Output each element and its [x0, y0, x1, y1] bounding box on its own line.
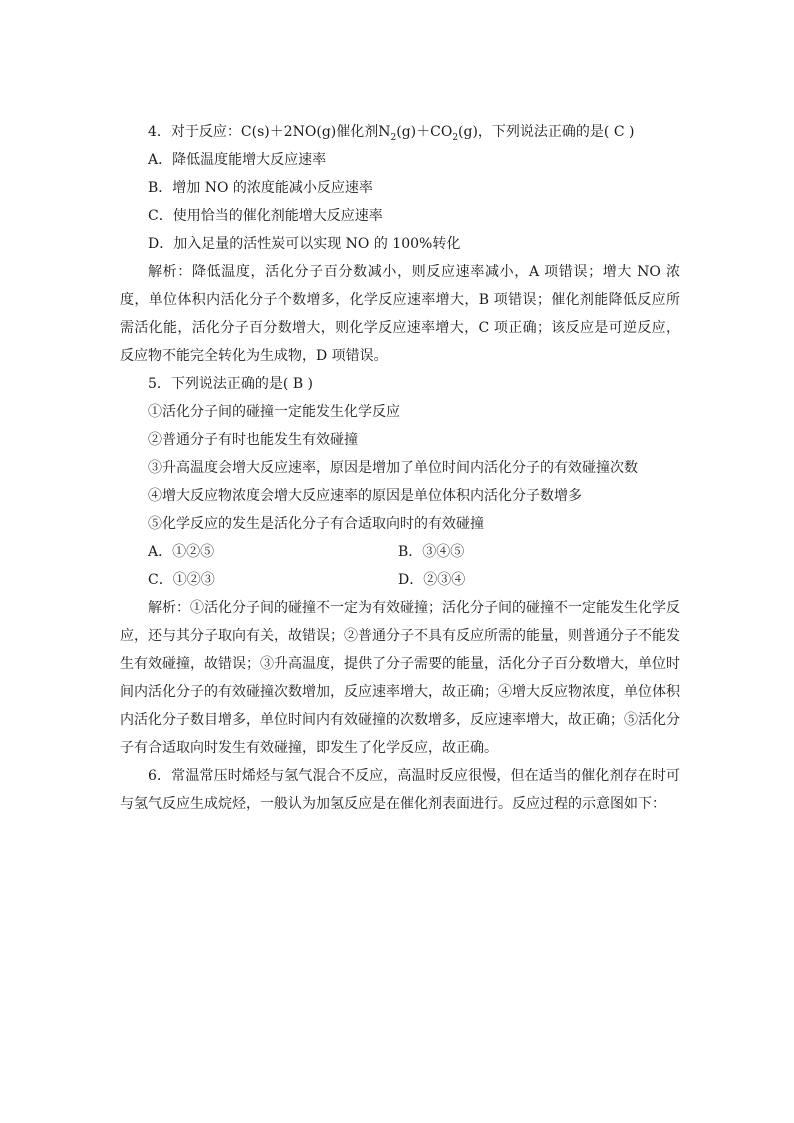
question-5-option-c: C．①②③: [148, 572, 215, 588]
question-4-stem: 4．对于反应：C(s)＋2NO(g)催化剂$N_2(g)+CO_2(g)$，下列说法正确的是( C ): [148, 124, 635, 143]
question-5-statement-1: ①活化分子间的碰撞一定能发生化学反应: [148, 404, 400, 420]
question-4-option-b: B．增加 NO 的浓度能减小反应速率: [148, 180, 373, 196]
document-content: [120, 118, 680, 818]
question-5-options-row-1: [120, 538, 680, 566]
question-5-option-d: D．②③④: [398, 572, 466, 588]
question-4-option-d: D．加入足量的活性炭可以实现 NO 的 100%转化: [148, 236, 461, 252]
question-4-analysis: 解析：降低温度，活化分子百分数减小，则反应速率减小，A 项错误；增大 NO 浓度，单位体积内活化分子个数增多，化学反应速率增大，B 项错误；催化剂能降低反应所需活化能，活化分子百分数增大，则化学反应速率增大，C 项正确；该反应是可逆反应，反应物不能完全转化为生成物，D 项错误。: [120, 264, 680, 364]
question-5-statement-2: ②普通分子有时也能发生有效碰撞: [148, 432, 358, 448]
question-5-statement-3: ③升高温度会增大反应速率，原因是增加了单位时间内活化分子的有效碰撞次数: [148, 460, 638, 476]
question-4-option-c: C．使用恰当的催化剂能增大反应速率: [148, 208, 383, 224]
question-5-analysis: 解析：①活化分子间的碰撞不一定为有效碰撞；活化分子间的碰撞不一定能发生化学反应，还与其分子取向有关，故错误；②普通分子不具有反应所需的能量，则普通分子不能发生有效碰撞，故错误；③升高温度，提供了分子需要的能量，活化分子百分数增大，单位时间内活化分子的有效碰撞次数增加，反应速率增大，故正确；④增大反应物浓度，单位体积内活化分子数目增多，单位时间内有效碰撞的次数增多，反应速率增大，故正确；⑤活化分子有合适取向时发生有效碰撞，即发生了化学反应，故正确。: [120, 600, 680, 756]
question-5-option-a: A．①②⑤: [148, 544, 215, 560]
question-4-option-a: A．降低温度能增大反应速率: [148, 152, 327, 168]
question-5-option-b: B．③④⑤: [398, 544, 465, 560]
question-5-statement-5: ⑤化学反应的发生是活化分子有合适取向时的有效碰撞: [148, 516, 484, 532]
question-5-statement-4: ④增大反应物浓度会增大反应速率的原因是单位体积内活化分子数增多: [148, 488, 582, 504]
catalyst-arrow-label: 催化剂: [336, 124, 379, 140]
question-5-options-row-2: [120, 566, 680, 594]
question-6-stem: 6．常温常压时烯烃与氢气混合不反应，高温时反应很慢，但在适当的催化剂存在时可与氢气反应生成烷烃，一般认为加氢反应是在催化剂表面进行。反应过程的示意图如下：: [120, 768, 680, 812]
question-5-stem: 5．下列说法正确的是( B ): [148, 376, 314, 392]
